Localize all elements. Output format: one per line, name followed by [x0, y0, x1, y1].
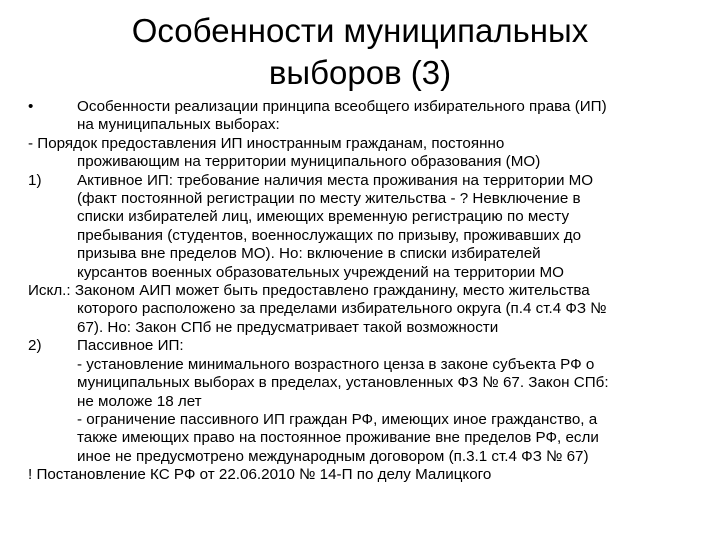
text-line: списки избирателей лиц, имеющих временную регистрацию по месту: [77, 208, 570, 226]
text-line: пребывания (студентов, военнослужащих по призыву, проживавших до: [77, 226, 582, 244]
text-line: проживающим на территории муниципального образования (МО): [77, 153, 541, 171]
text-line: на муниципальных выборах:: [77, 116, 280, 134]
text-line: 2) Пассивное ИП:: [28, 337, 184, 355]
text-line: призыва вне пределов МО). Но: включение в списки избирателей: [77, 245, 541, 263]
text-line: курсантов военных образовательных учреждений на территории МО: [77, 263, 564, 281]
order-paragraph: [28, 135, 712, 172]
text-line: 67). Но: Закон СПб не предусматривает такой возможности: [77, 318, 499, 336]
active-right-item: [28, 172, 712, 282]
text-line: - ограничение пассивного ИП граждан РФ, имеющих иное гражданство, а: [77, 410, 598, 428]
text-line: (факт постоянной регистрации по месту жительства - ? Невключение в: [77, 190, 581, 208]
exception-paragraph: [28, 282, 712, 337]
text-line: - установление минимального возрастного ценза в законе субъекта РФ о: [77, 355, 595, 373]
text-line: муниципальных выборах в пределах, установленных ФЗ № 67. Закон СПб:: [77, 374, 609, 392]
text-line: 1) Активное ИП: требование наличия места проживания на территории МО: [28, 171, 594, 189]
bullet-item: [28, 98, 712, 135]
final-note: ! Постановление КС РФ от 22.06.2010 № 14-П по делу Малицкого: [28, 466, 492, 484]
text-line: Искл.: Законом АИП может быть предоставлено гражданину, место жительства: [28, 282, 590, 300]
list-marker-2: 2): [28, 337, 42, 355]
text-line: иное не предусмотрено международным договором (п.3.1 ст.4 ФЗ № 67): [77, 447, 589, 465]
list-marker-1: 1): [28, 171, 42, 189]
passive-right-item: [28, 337, 712, 466]
text-line: также имеющих право на постоянное проживание вне пределов РФ, если: [77, 429, 599, 447]
text-line: - Порядок предоставления ИП иностранным гражданам, постоянно: [28, 134, 505, 152]
slide-body: [28, 98, 712, 485]
text-line: которого расположено за пределами избирательного округа (п.4 ст.4 ФЗ №: [77, 300, 607, 318]
bullet-marker: •: [28, 98, 34, 115]
slide-title-line-2: выборов (3): [268, 54, 452, 91]
slide-title-line-1: Особенности муниципальных: [131, 12, 589, 49]
text-line: • Особенности реализации принципа всеобщего избирательного права (ИП): [28, 98, 607, 115]
slide-title: [60, 10, 660, 94]
text-line: не моложе 18 лет: [77, 392, 202, 410]
